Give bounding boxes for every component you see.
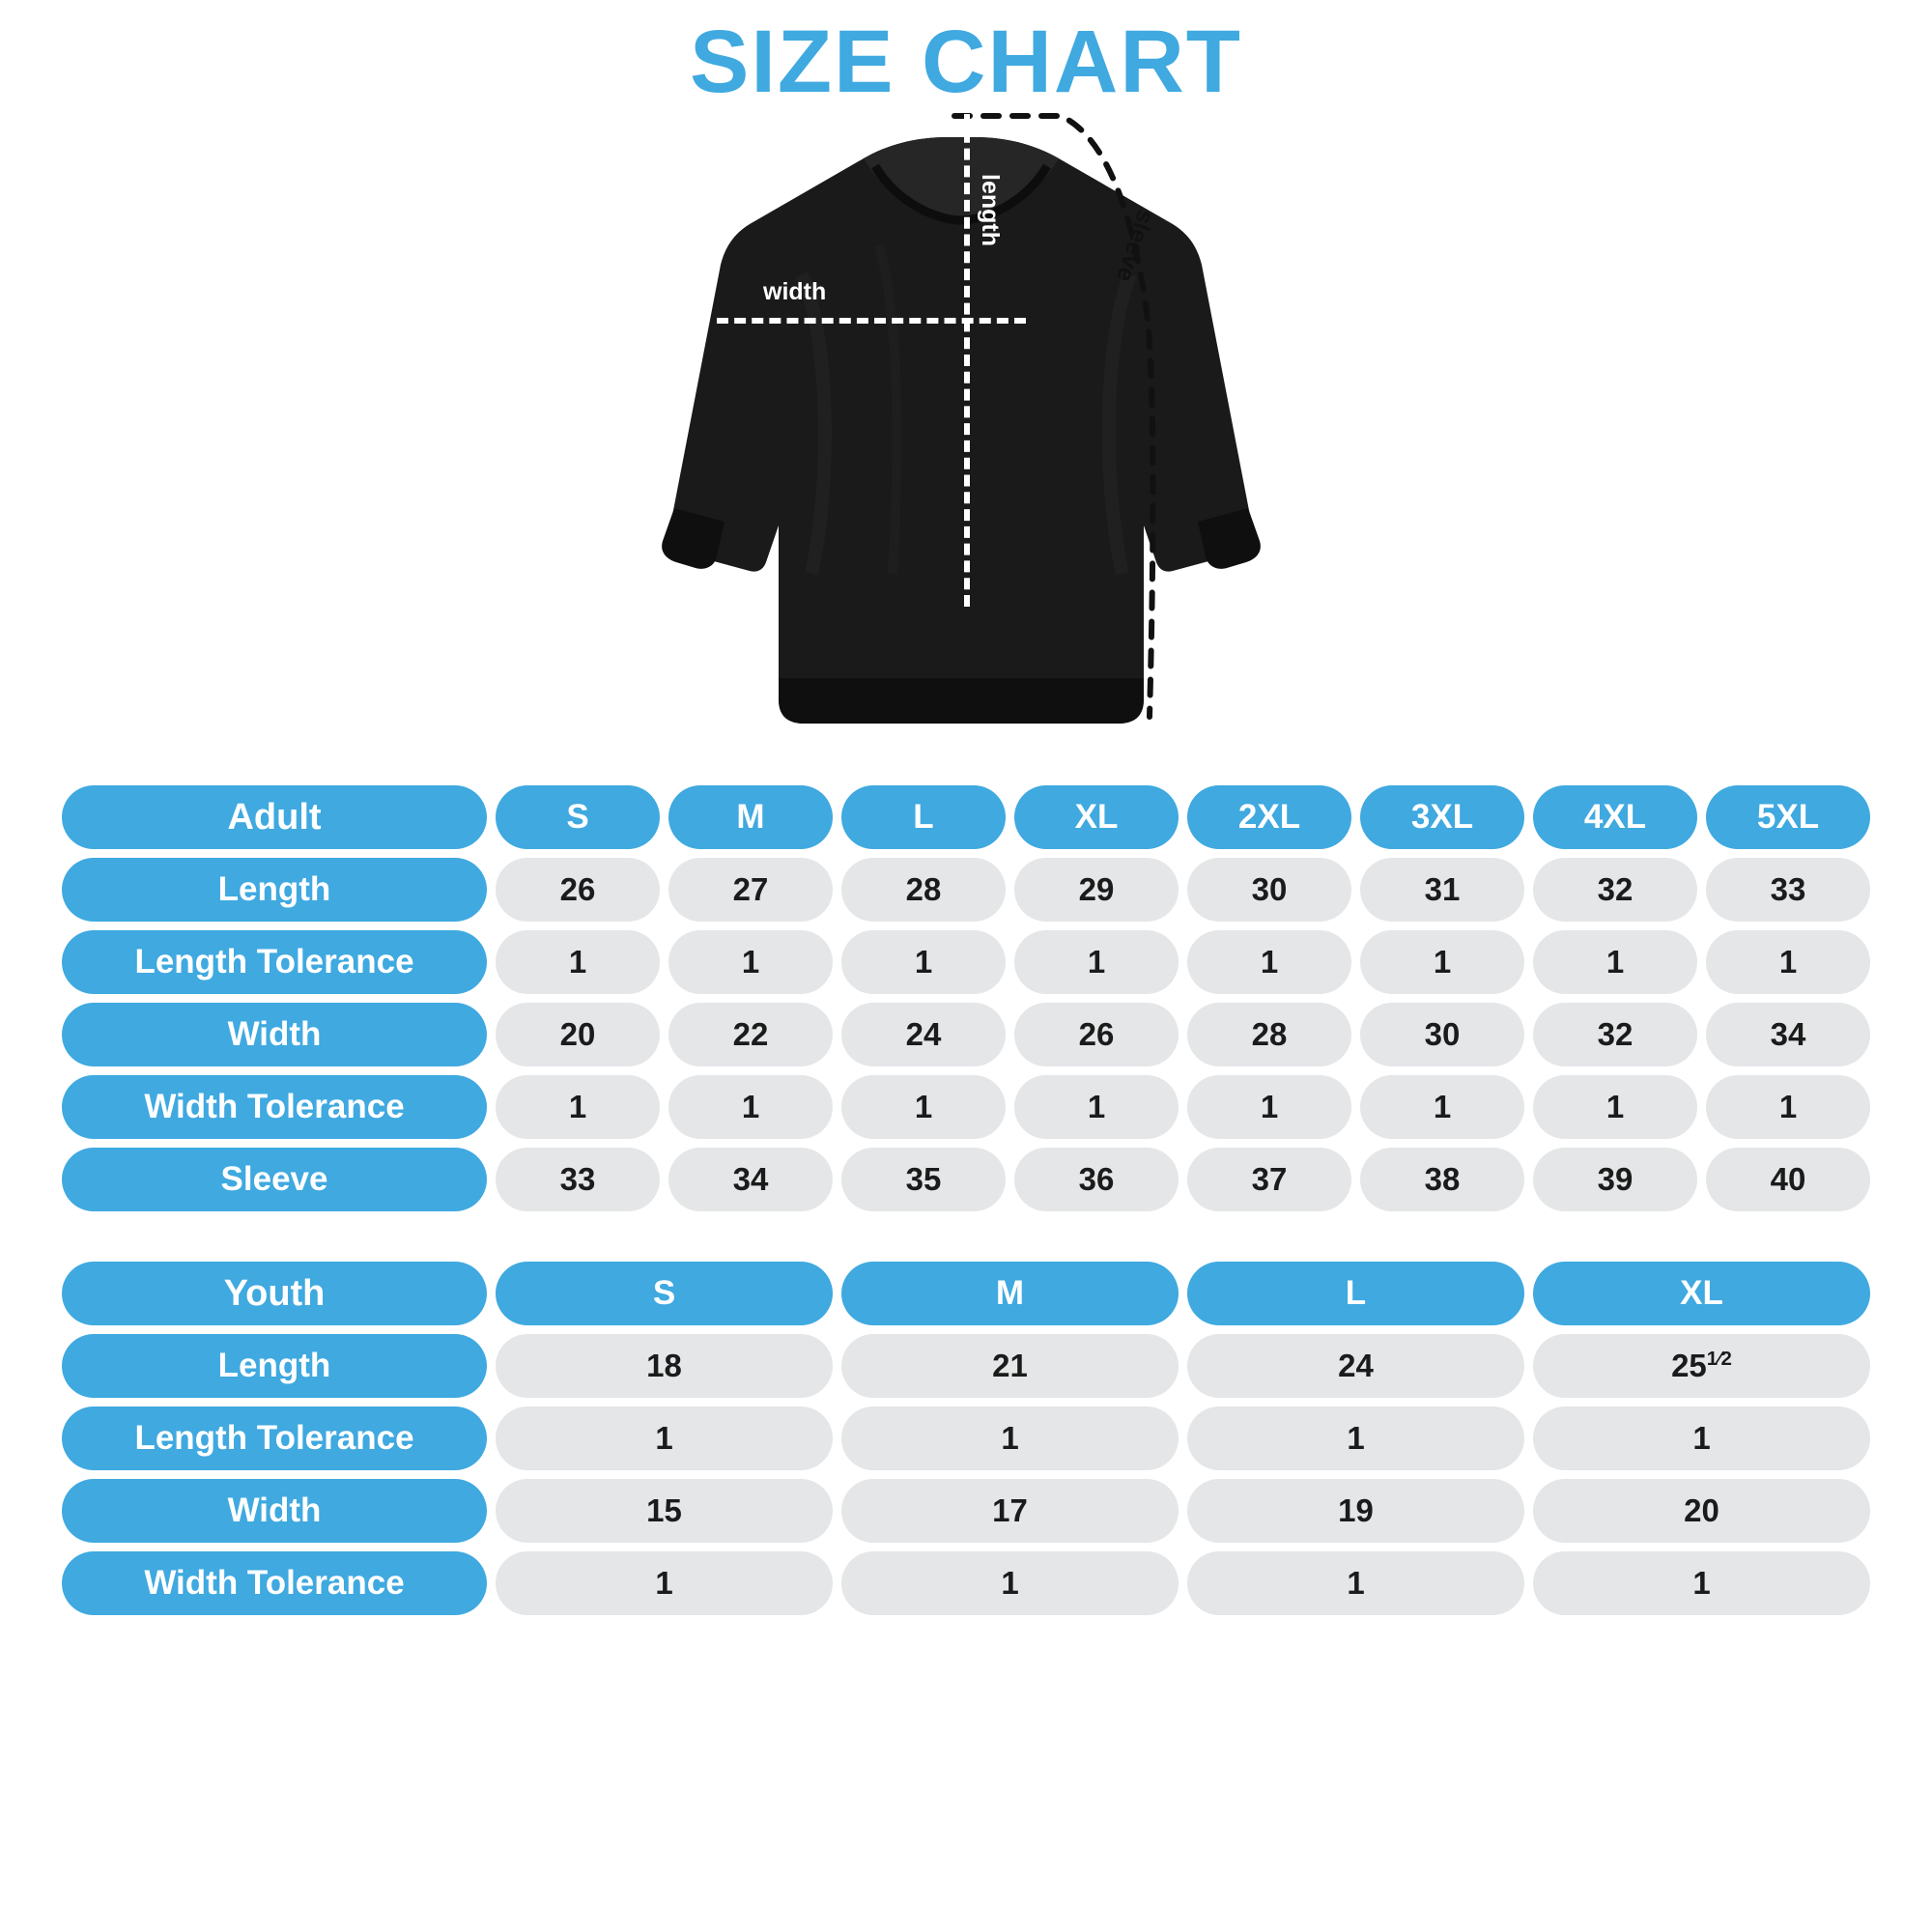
adult-col-3xl: 3XL xyxy=(1360,785,1524,849)
youth-row-label-width-tolerance: Width Tolerance xyxy=(62,1551,487,1615)
youth-length-xl: $25^{1⁄2}$ xyxy=(1533,1334,1870,1398)
adult-sleeve-l: 35 xyxy=(841,1148,1006,1211)
adult-col-2xl: 2XL xyxy=(1187,785,1351,849)
adult-width-3xl: 30 xyxy=(1360,1003,1524,1066)
adult-width-2xl: 28 xyxy=(1187,1003,1351,1066)
table-row xyxy=(62,1479,1870,1543)
adult-length-tol-s: 1 xyxy=(496,930,660,994)
adult-width-4xl: 32 xyxy=(1533,1003,1697,1066)
adult-width-m: 22 xyxy=(668,1003,833,1066)
youth-length-l: 24 xyxy=(1187,1334,1524,1398)
youth-width-xl: 20 xyxy=(1533,1479,1870,1543)
garment-illustration xyxy=(53,110,1879,777)
adult-width-5xl: 34 xyxy=(1706,1003,1870,1066)
adult-length-4xl: 32 xyxy=(1533,858,1697,922)
adult-length-tol-m: 1 xyxy=(668,930,833,994)
adult-col-4xl: 4XL xyxy=(1533,785,1697,849)
table-row xyxy=(62,930,1870,994)
youth-length-tol-l: 1 xyxy=(1187,1406,1524,1470)
adult-length-3xl: 31 xyxy=(1360,858,1524,922)
adult-width-tol-s: 1 xyxy=(496,1075,660,1139)
adult-width-tol-5xl: 1 xyxy=(1706,1075,1870,1139)
sweatshirt-graphic xyxy=(657,120,1275,757)
adult-width-l: 24 xyxy=(841,1003,1006,1066)
adult-sleeve-s: 33 xyxy=(496,1148,660,1211)
adult-width-tol-l: 1 xyxy=(841,1075,1006,1139)
adult-width-tol-3xl: 1 xyxy=(1360,1075,1524,1139)
length-label: length xyxy=(977,174,1004,246)
table-row xyxy=(62,1075,1870,1139)
youth-width-l: 19 xyxy=(1187,1479,1524,1543)
adult-length-s: 26 xyxy=(496,858,660,922)
youth-row-label-width: Width xyxy=(62,1479,487,1543)
adult-length-tol-4xl: 1 xyxy=(1533,930,1697,994)
adult-size-table xyxy=(53,777,1879,1220)
youth-size-table xyxy=(53,1253,1879,1624)
adult-row-label-sleeve: Sleeve xyxy=(62,1148,487,1211)
adult-length-l: 28 xyxy=(841,858,1006,922)
width-label: width xyxy=(763,278,827,305)
youth-width-tol-xl: 1 xyxy=(1533,1551,1870,1615)
adult-sleeve-xl: 36 xyxy=(1014,1148,1179,1211)
adult-width-tol-4xl: 1 xyxy=(1533,1075,1697,1139)
adult-sleeve-2xl: 37 xyxy=(1187,1148,1351,1211)
adult-length-tol-3xl: 1 xyxy=(1360,930,1524,994)
page-title: SIZE CHART xyxy=(690,13,1242,111)
adult-corner-label: Adult xyxy=(62,785,487,849)
adult-col-s: S xyxy=(496,785,660,849)
youth-width-tol-s: 1 xyxy=(496,1551,833,1615)
adult-length-tol-2xl: 1 xyxy=(1187,930,1351,994)
youth-length-tol-s: 1 xyxy=(496,1406,833,1470)
adult-width-tol-2xl: 1 xyxy=(1187,1075,1351,1139)
youth-col-xl: XL xyxy=(1533,1262,1870,1325)
table-row xyxy=(62,858,1870,922)
adult-length-tol-5xl: 1 xyxy=(1706,930,1870,994)
adult-row-label-length-tolerance: Length Tolerance xyxy=(62,930,487,994)
table-spacer xyxy=(53,1220,1879,1253)
adult-row-label-length: Length xyxy=(62,858,487,922)
table-row xyxy=(62,1406,1870,1470)
youth-width-tol-m: 1 xyxy=(841,1551,1179,1615)
youth-width-tol-l: 1 xyxy=(1187,1551,1524,1615)
length-measure-line xyxy=(964,114,970,607)
youth-width-s: 15 xyxy=(496,1479,833,1543)
table-row xyxy=(62,1148,1870,1211)
table-row xyxy=(62,1262,1870,1325)
table-row xyxy=(62,1334,1870,1398)
youth-length-m: 21 xyxy=(841,1334,1179,1398)
youth-length-s: 18 xyxy=(496,1334,833,1398)
adult-width-s: 20 xyxy=(496,1003,660,1066)
adult-col-xl: XL xyxy=(1014,785,1179,849)
adult-length-xl: 29 xyxy=(1014,858,1179,922)
adult-col-l: L xyxy=(841,785,1006,849)
adult-col-m: M xyxy=(668,785,833,849)
youth-row-label-length: Length xyxy=(62,1334,487,1398)
youth-length-tol-m: 1 xyxy=(841,1406,1179,1470)
youth-col-l: L xyxy=(1187,1262,1524,1325)
adult-length-2xl: 30 xyxy=(1187,858,1351,922)
adult-sleeve-4xl: 39 xyxy=(1533,1148,1697,1211)
youth-corner-label: Youth xyxy=(62,1262,487,1325)
adult-width-tol-m: 1 xyxy=(668,1075,833,1139)
adult-length-tol-l: 1 xyxy=(841,930,1006,994)
adult-sleeve-5xl: 40 xyxy=(1706,1148,1870,1211)
width-measure-line xyxy=(717,318,1026,324)
sleeve-label: sleeve xyxy=(1110,206,1160,286)
adult-length-m: 27 xyxy=(668,858,833,922)
adult-width-tol-xl: 1 xyxy=(1014,1075,1179,1139)
adult-row-label-width-tolerance: Width Tolerance xyxy=(62,1075,487,1139)
table-row xyxy=(62,1003,1870,1066)
adult-sleeve-m: 34 xyxy=(668,1148,833,1211)
youth-col-s: S xyxy=(496,1262,833,1325)
adult-sleeve-3xl: 38 xyxy=(1360,1148,1524,1211)
adult-length-tol-xl: 1 xyxy=(1014,930,1179,994)
adult-col-5xl: 5XL xyxy=(1706,785,1870,849)
youth-col-m: M xyxy=(841,1262,1179,1325)
youth-row-label-length-tolerance: Length Tolerance xyxy=(62,1406,487,1470)
table-row xyxy=(62,785,1870,849)
adult-row-label-width: Width xyxy=(62,1003,487,1066)
youth-length-tol-xl: 1 xyxy=(1533,1406,1870,1470)
adult-length-5xl: 33 xyxy=(1706,858,1870,922)
table-row xyxy=(62,1551,1870,1615)
youth-width-m: 17 xyxy=(841,1479,1179,1543)
adult-width-xl: 26 xyxy=(1014,1003,1179,1066)
